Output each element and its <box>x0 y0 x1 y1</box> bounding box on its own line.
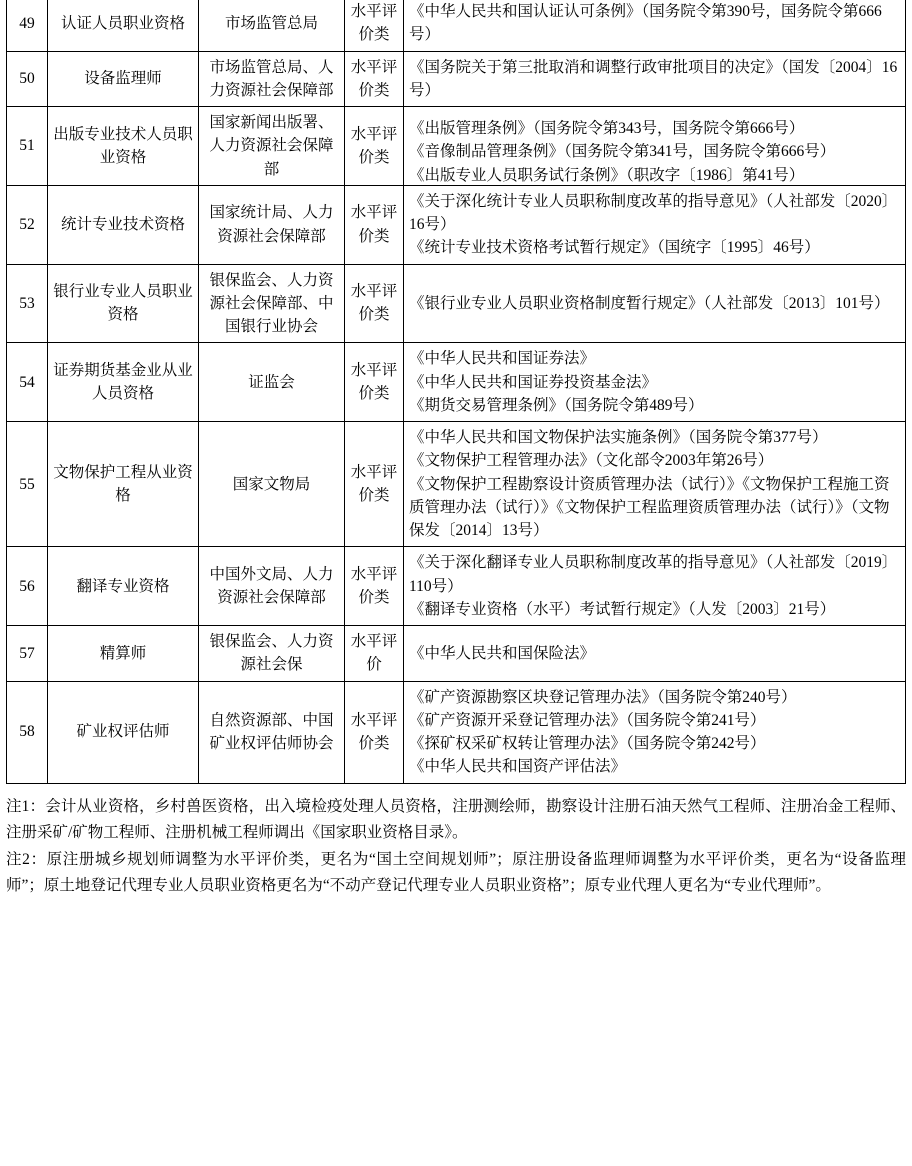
legal-basis <box>404 422 906 547</box>
category: 水平评价类 <box>345 264 404 343</box>
legal-basis <box>404 185 906 264</box>
row-number: 53 <box>7 264 48 343</box>
category: 水平评价 <box>345 626 404 682</box>
legal-basis-line: 《文物保护工程勘察设计资质管理办法（试行）》《文物保护工程施工资质管理办法（试行）》《文物保护工程监理资质管理办法（试行）》（文物保发〔2014〕13号） <box>409 475 890 539</box>
legal-basis-line: 《银行业专业人员职业资格制度暂行规定》（人社部发〔2013〕101号） <box>409 294 890 312</box>
table-row <box>7 422 906 547</box>
row-number: 51 <box>7 107 48 186</box>
table-row <box>7 185 906 264</box>
table-row <box>7 343 906 422</box>
row-number: 57 <box>7 626 48 682</box>
category: 水平评价类 <box>345 422 404 547</box>
legal-basis-line: 《中华人民共和国保险法》 <box>409 644 596 662</box>
implementing-department: 自然资源部、中国矿业权评估师协会 <box>199 681 345 783</box>
footnote-1: 注1：会计从业资格，乡村兽医资格，出入境检疫处理人员资格，注册测绘师，勘察设计注册石油天然气工程师、注册冶金工程师、注册采矿/矿物工程师、注册机械工程师调出《国家职业资格目录》。 <box>6 797 906 842</box>
legal-basis-line: 《出版管理条例》（国务院令第343号，国务院令第666号） <box>409 120 805 138</box>
legal-basis-line: 《期货交易管理条例》（国务院令第489号） <box>409 396 704 414</box>
category: 水平评价类 <box>345 51 404 107</box>
category: 水平评价类 <box>345 547 404 626</box>
implementing-department: 银保监会、人力资源社会保 <box>199 626 345 682</box>
legal-basis-line: 《矿产资源开采登记管理办法》（国务院令第241号） <box>409 711 766 729</box>
category: 水平评价类 <box>345 343 404 422</box>
legal-basis <box>404 0 906 51</box>
table-row <box>7 681 906 783</box>
implementing-department: 国家文物局 <box>199 422 345 547</box>
qualification-name: 统计专业技术资格 <box>48 185 199 264</box>
table-row <box>7 626 906 682</box>
table-row <box>7 107 906 186</box>
qualification-name: 翻译专业资格 <box>48 547 199 626</box>
qualification-name: 银行业专业人员职业资格 <box>48 264 199 343</box>
table-row <box>7 547 906 626</box>
legal-basis <box>404 264 906 343</box>
legal-basis-line: 《中华人民共和国文物保护法实施条例》（国务院令第377号） <box>409 429 828 446</box>
qualification-name: 证券期货基金业从业人员资格 <box>48 343 199 422</box>
legal-basis-line: 《出版专业人员职务试行条例》（职改字〔1986〕第41号） <box>409 166 805 184</box>
row-number: 56 <box>7 547 48 626</box>
qualification-name: 认证人员职业资格 <box>48 0 199 51</box>
legal-basis-line: 《关于深化翻译专业人员职称制度改革的指导意见》（人社部发〔2019〕110号） <box>409 554 898 595</box>
legal-basis <box>404 681 906 783</box>
legal-basis-line: 《国务院关于第三批取消和调整行政审批项目的决定》（国发〔2004〕16号） <box>409 58 898 99</box>
legal-basis <box>404 626 906 682</box>
row-number: 52 <box>7 185 48 264</box>
implementing-department: 国家新闻出版署、人力资源社会保障部 <box>199 107 345 186</box>
table-row <box>7 264 906 343</box>
legal-basis <box>404 547 906 626</box>
implementing-department: 中国外文局、人力资源社会保障部 <box>199 547 345 626</box>
qualification-name: 精算师 <box>48 626 199 682</box>
legal-basis-line: 《关于深化统计专业人员职称制度改革的指导意见》（人社部发〔2020〕16号） <box>409 192 898 233</box>
legal-basis-line: 《中华人民共和国证券法》 <box>409 350 596 368</box>
legal-basis-line: 《翻译专业资格（水平）考试暂行规定》（人发〔2003〕21号） <box>409 600 836 618</box>
row-number: 55 <box>7 422 48 547</box>
row-number: 49 <box>7 0 48 51</box>
implementing-department: 银保监会、人力资源社会保障部、中国银行业协会 <box>199 264 345 343</box>
qualification-name: 矿业权评估师 <box>48 681 199 783</box>
legal-basis <box>404 343 906 422</box>
implementing-department: 市场监管总局、人力资源社会保障部 <box>199 51 345 107</box>
legal-basis <box>404 51 906 107</box>
table-row <box>7 0 906 51</box>
table-body <box>7 0 906 783</box>
legal-basis-line: 《中华人民共和国证券投资基金法》 <box>409 373 658 391</box>
implementing-department: 市场监管总局 <box>199 0 345 51</box>
legal-basis-line: 《中华人民共和国资产评估法》 <box>409 758 627 776</box>
qualification-name: 出版专业技术人员职业资格 <box>48 107 199 186</box>
legal-basis-line: 《音像制品管理条例》（国务院令第341号，国务院令第666号） <box>409 143 836 161</box>
category: 水平评价类 <box>345 185 404 264</box>
row-number: 58 <box>7 681 48 783</box>
legal-basis <box>404 107 906 186</box>
implementing-department: 国家统计局、人力资源社会保障部 <box>199 185 345 264</box>
table-row <box>7 51 906 107</box>
national-vocational-qualification-table <box>6 0 906 784</box>
legal-basis-line: 《文物保护工程管理办法》（文化部令2003年第26号） <box>409 452 774 470</box>
implementing-department: 证监会 <box>199 343 345 422</box>
legal-basis-line: 《矿产资源勘察区块登记管理办法》（国务院令第240号） <box>409 688 797 706</box>
qualification-name: 文物保护工程从业资格 <box>48 422 199 547</box>
footnote-2: 注2：原注册城乡规划师调整为水平评价类，更名为“国土空间规划师”；原注册设备监理师调整为水平评价类，更名为“设备监理师”；原土地登记代理专业人员职业资格更名为“不动产登记代理专业人员职业资格”；原专业代理人更名为“专业代理师”。 <box>6 850 906 895</box>
footnotes <box>6 794 906 901</box>
qualification-name: 设备监理师 <box>48 51 199 107</box>
legal-basis-line: 《探矿权采矿权转让管理办法》（国务院令第242号） <box>409 735 766 752</box>
legal-basis-line: 《中华人民共和国认证认可条例》（国务院令第390号，国务院令第666号） <box>409 3 882 44</box>
legal-basis-line: 《统计专业技术资格考试暂行规定》（国统字〔1995〕46号） <box>409 239 820 257</box>
category: 水平评价类 <box>345 107 404 186</box>
row-number: 50 <box>7 51 48 107</box>
row-number: 54 <box>7 343 48 422</box>
category: 水平评价类 <box>345 681 404 783</box>
category: 水平评价类 <box>345 0 404 51</box>
